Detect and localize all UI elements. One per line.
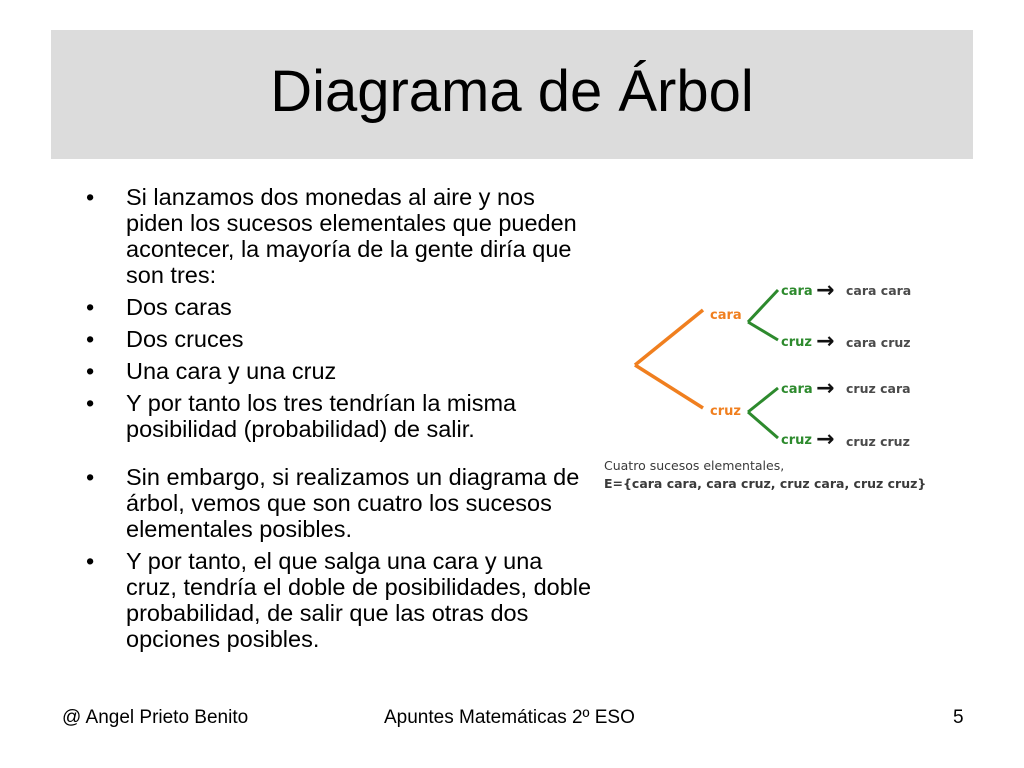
bullet-text: Sin embargo, si realizamos un diagrama de árbol, vemos que son cuatro los sucesos elementales posibles. xyxy=(126,464,580,542)
arrow-icon: → xyxy=(816,376,835,401)
outcome-label: cruz cara xyxy=(846,381,911,396)
bullet-list xyxy=(82,184,592,658)
outcome-label: cruz cruz xyxy=(846,434,910,449)
bullet-text: Y por tanto, el que salga una cara y una cruz, tendría el doble de posibilidades, doble probabilidad, de salir que las otras dos opciones posibles. xyxy=(126,548,592,652)
bullet-dot: • xyxy=(86,390,95,416)
bullet-text: Dos cruces xyxy=(126,326,244,352)
footer-author: @ Angel Prieto Benito xyxy=(62,707,249,728)
title-bar xyxy=(51,30,973,159)
bullet-dot: • xyxy=(86,548,95,574)
bullet-item xyxy=(82,548,592,652)
leaf-node: cara xyxy=(781,382,813,397)
branch-cara-cruz xyxy=(748,322,778,340)
branch-cruz-cruz xyxy=(748,412,778,438)
slide-title: Diagrama de Árbol xyxy=(270,59,754,124)
leaf-node: cruz xyxy=(781,433,812,448)
bullet-text: Una cara y una cruz xyxy=(126,358,337,384)
diagram-sample-space: E={cara cara, cara cruz, cruz cara, cruz cruz} xyxy=(604,476,927,491)
bullet-dot: • xyxy=(86,294,95,320)
leaf-node: cruz xyxy=(781,335,812,350)
bullet-item xyxy=(82,184,592,288)
bullet-item xyxy=(82,390,592,442)
outcome-label: cara cara xyxy=(846,283,912,298)
bullet-dot: • xyxy=(86,184,95,210)
bullet-item xyxy=(82,326,592,352)
arrow-icon: → xyxy=(816,329,835,354)
node-cruz: cruz xyxy=(710,404,741,419)
diagram-caption: Cuatro sucesos elementales, xyxy=(604,458,785,473)
bullet-item xyxy=(82,358,592,384)
node-cara: cara xyxy=(710,308,742,323)
tree-diagram xyxy=(600,270,945,500)
bullet-text: Si lanzamos dos monedas al aire y nos piden los sucesos elementales que pueden acontecer, la mayoría de la gente diría que son tres: xyxy=(126,184,577,288)
branch-cara-cara xyxy=(748,290,778,322)
bullet-text: Dos caras xyxy=(126,294,232,320)
bullet-text: Y por tanto los tres tendrían la misma posibilidad (probabilidad) de salir. xyxy=(126,390,517,442)
arrow-icon: → xyxy=(816,278,835,303)
arrow-icon: → xyxy=(816,427,835,452)
outcome-label: cara cruz xyxy=(846,335,911,350)
bullet-dot: • xyxy=(86,358,95,384)
leaf-node: cara xyxy=(781,284,813,299)
bullet-item xyxy=(82,294,592,320)
bullet-item xyxy=(82,464,592,542)
branch-cruz-cara xyxy=(748,388,778,412)
bullet-dot: • xyxy=(86,464,95,490)
branch-root-cruz xyxy=(635,365,703,408)
footer-course: Apuntes Matemáticas 2º ESO xyxy=(384,707,635,728)
branch-root-cara xyxy=(635,310,703,365)
bullet-dot: • xyxy=(86,326,95,352)
footer-page-number: 5 xyxy=(953,707,964,728)
